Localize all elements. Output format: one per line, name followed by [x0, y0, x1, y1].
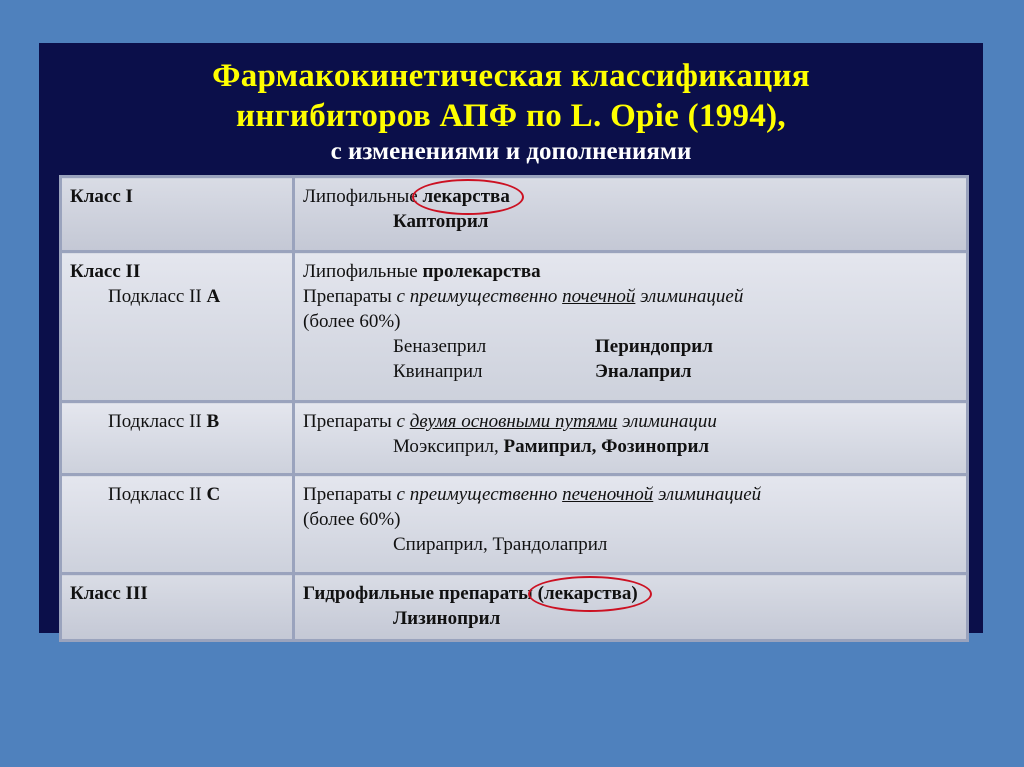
- table-row-class-1: [61, 177, 968, 252]
- table-row-class-3: [61, 574, 968, 641]
- drug-name: Эналаприл: [595, 361, 692, 382]
- title-line-1: Фармакокинетическая классификация: [212, 58, 810, 94]
- drug-line: [303, 334, 956, 359]
- class-cell: [61, 475, 294, 574]
- heading-bold: пролекарства: [422, 261, 541, 282]
- heading-line: [303, 259, 956, 284]
- description-cell: [294, 177, 968, 252]
- description-italic-end: элиминацией: [635, 286, 744, 307]
- drug-name: Спираприл, Трандолаприл: [393, 534, 608, 555]
- circled-term: лекарства: [422, 186, 510, 207]
- description-line: [303, 409, 956, 434]
- drug-name: Беназеприл: [393, 336, 487, 357]
- title-subtitle: с изменениями и дополнениями: [330, 138, 692, 165]
- description-start: Препараты: [303, 484, 397, 505]
- subclass-letter: С: [206, 484, 221, 505]
- subclass-label: [70, 482, 282, 507]
- description-line: [303, 184, 956, 209]
- description-underlined: почечной: [562, 286, 636, 307]
- class-cell: [61, 402, 294, 475]
- description-italic-end: элиминации: [617, 411, 717, 432]
- description-cell: [294, 475, 968, 574]
- description-italic: с преимущественно: [396, 286, 563, 307]
- subclass-prefix: Подкласс II: [108, 411, 207, 432]
- classification-table: [59, 175, 969, 642]
- class-cell: [61, 252, 294, 402]
- class-cell: [61, 177, 294, 252]
- description-underlined: двумя основными путями: [409, 411, 618, 432]
- description-italic-end: элиминацией: [653, 484, 762, 505]
- description-line: [303, 284, 956, 309]
- subclass-label: [70, 409, 282, 434]
- circled-term: (лекарства): [537, 583, 638, 604]
- subclass-letter: А: [206, 286, 221, 307]
- class-label: Класс III: [70, 583, 148, 604]
- heading-prefix: Липофильные: [303, 261, 423, 282]
- description-start: Препараты: [303, 411, 397, 432]
- slide: [39, 43, 983, 633]
- drug-name: Периндоприл: [595, 336, 713, 357]
- description-line: [303, 581, 956, 606]
- drug-name: Моэксиприл,: [393, 436, 504, 457]
- drug-line: [303, 359, 956, 384]
- table-row-class-2b: [61, 402, 968, 475]
- title-line-2: ингибиторов АПФ по L. Opie (1994),: [236, 98, 786, 134]
- description-tail: (более 60%): [303, 509, 401, 530]
- subclass-prefix: Подкласс II: [108, 286, 207, 307]
- drug-name: Квинаприл: [393, 361, 483, 382]
- description-italic: с: [396, 411, 410, 432]
- description-cell: [294, 574, 968, 641]
- drug-name: Каптоприл: [393, 211, 489, 232]
- description-cell: [294, 402, 968, 475]
- class-cell: [61, 574, 294, 641]
- drug-line: [303, 434, 956, 459]
- drug-name: Рамиприл, Фозиноприл: [503, 436, 710, 457]
- subclass-letter: В: [206, 411, 220, 432]
- subclass-label: [70, 284, 282, 309]
- description-cell: [294, 252, 968, 402]
- description-text: Гидрофильные препараты: [303, 583, 538, 604]
- drug-name: Лизиноприл: [393, 608, 501, 629]
- description-text: Липофильные: [303, 186, 423, 207]
- slide-title: [39, 43, 983, 168]
- description-start: Препараты: [303, 286, 397, 307]
- subclass-prefix: Подкласс II: [108, 484, 207, 505]
- description-italic: с преимущественно: [396, 484, 563, 505]
- table-row-class-2a: [61, 252, 968, 402]
- description-underlined: печеночной: [562, 484, 654, 505]
- table-row-class-2c: [61, 475, 968, 574]
- description-line: [303, 482, 956, 507]
- class-label: Класс I: [70, 186, 133, 207]
- description-tail: (более 60%): [303, 311, 401, 332]
- class-label: Класс II: [70, 261, 141, 282]
